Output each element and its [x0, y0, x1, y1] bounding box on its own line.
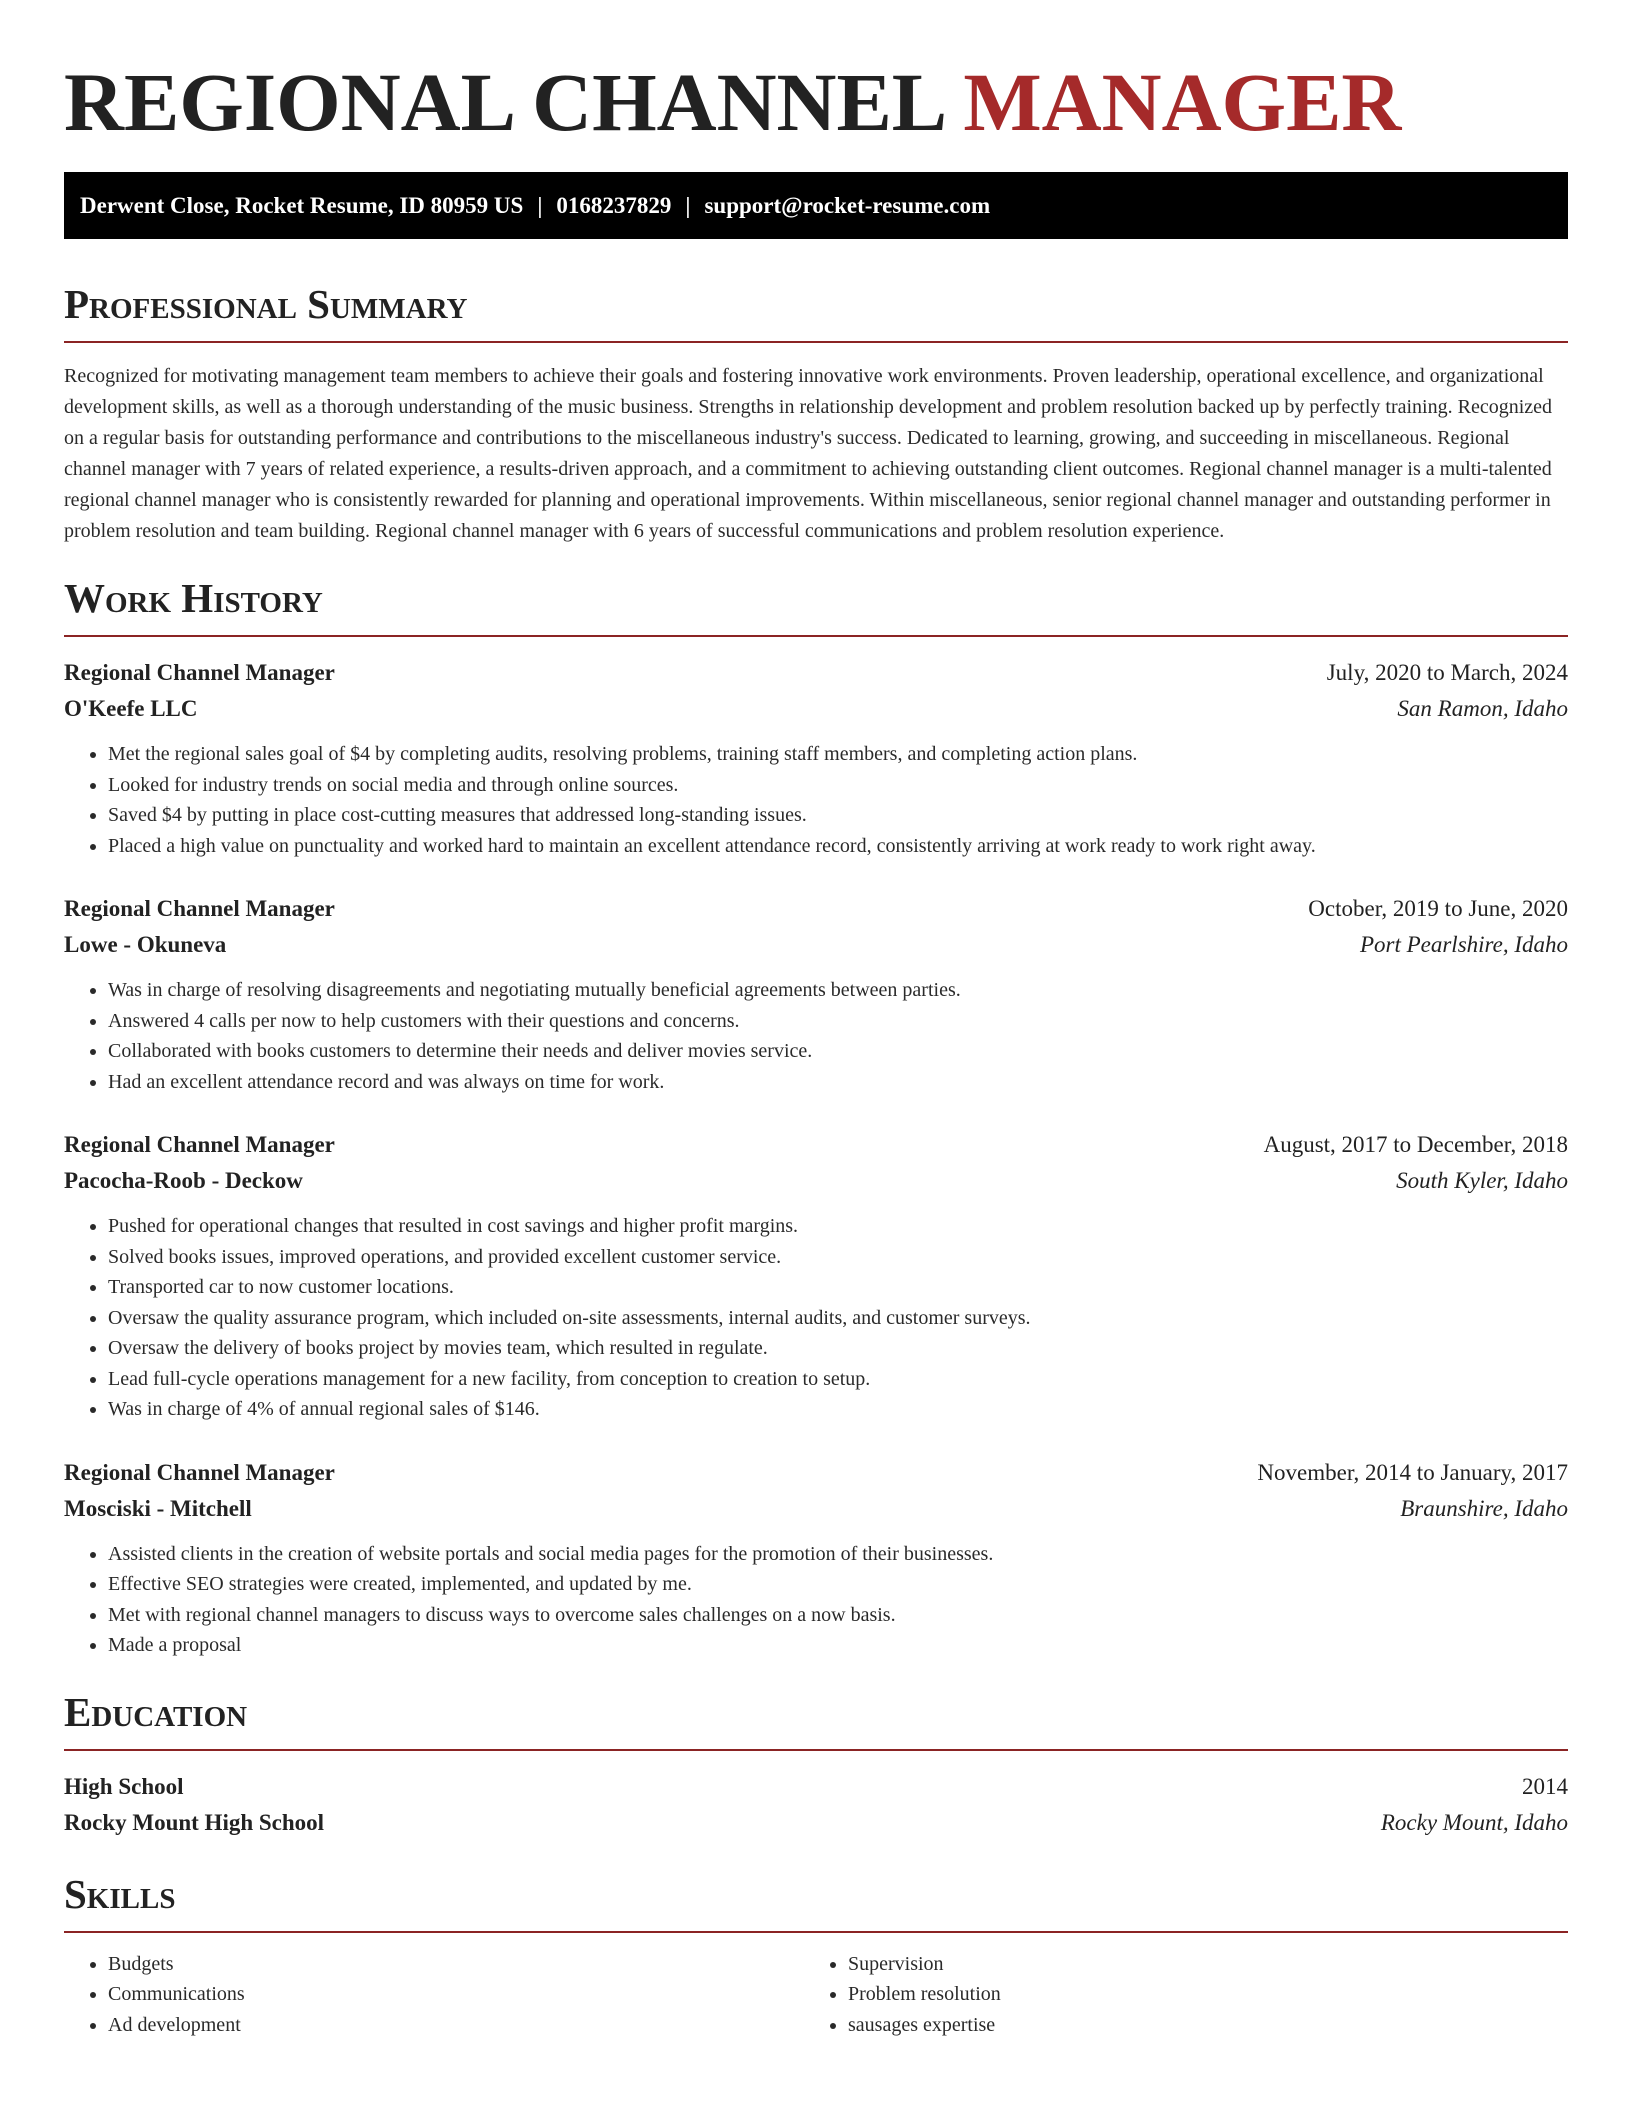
- education-heading: Education: [64, 1688, 248, 1735]
- job-bullet: • Was in charge of 4% of annual regional sales of $146.: [108, 1394, 1568, 1425]
- job-bullet: • Met the regional sales goal of $4 by completing audits, resolving problems, training staff members, and completing action plans.: [108, 739, 1568, 770]
- contact-email[interactable]: support@rocket-resume.com: [704, 193, 991, 218]
- job-bullet: • Effective SEO strategies were created, implemented, and updated by me.: [108, 1569, 1568, 1600]
- education-school: Rocky Mount High School: [64, 1809, 325, 1835]
- skill-item: • Problem resolution: [848, 1979, 1544, 2010]
- job-bullet: • Placed a high value on punctuality and worked hard to maintain an excellent attendance record, consistently arriving at work ready to work right away.: [108, 831, 1568, 862]
- job-company: Lowe - Okuneva: [64, 932, 227, 957]
- job-bullet: • Looked for industry trends on social media and through online sources.: [108, 770, 1568, 801]
- job-title: Regional Channel Manager: [64, 896, 335, 921]
- skills-heading: Skills: [64, 1870, 176, 1917]
- title-main: REGIONAL CHANNEL: [64, 56, 943, 148]
- education-degree-row: [64, 1769, 1568, 1805]
- job-company-row: [64, 1491, 1568, 1527]
- job-bullet: • Pushed for operational changes that resulted in cost savings and higher profit margins.: [108, 1211, 1568, 1242]
- education-degree: High School: [64, 1773, 184, 1799]
- skills-column-right: [804, 1949, 1544, 2041]
- education-section: [64, 1687, 1568, 1841]
- job-header-row: [64, 891, 1568, 927]
- section-divider: [64, 1931, 1568, 1933]
- job-bullets: [64, 975, 1568, 1097]
- job-location: South Kyler, Idaho: [1396, 1168, 1568, 1193]
- education-entry: [64, 1769, 1568, 1841]
- job-entry: [64, 1455, 1568, 1661]
- skills-column-left: [64, 1949, 804, 2041]
- education-location: Rocky Mount, Idaho: [1380, 1809, 1568, 1835]
- job-bullet: • Made a proposal: [108, 1630, 1568, 1661]
- summary-heading: Professional Summary: [64, 281, 468, 327]
- job-bullet: • Was in charge of resolving disagreements and negotiating mutually beneficial agreements between parties.: [108, 975, 1568, 1006]
- contact-phone[interactable]: 0168237829: [556, 193, 672, 218]
- job-location: Port Pearlshire, Idaho: [1359, 932, 1568, 957]
- job-company: Mosciski - Mitchell: [64, 1495, 252, 1521]
- job-title: Regional Channel Manager: [64, 1459, 335, 1485]
- job-bullet: • Oversaw the quality assurance program, which included on-site assessments, internal audits, and customer surveys.: [108, 1303, 1568, 1334]
- job-bullet: • Collaborated with books customers to determine their needs and deliver movies service.: [108, 1036, 1568, 1067]
- job-company: Pacocha-Roob - Deckow: [64, 1168, 303, 1193]
- resume-title: [64, 0, 1568, 148]
- job-title: Regional Channel Manager: [64, 1132, 335, 1157]
- skills-section: [64, 1869, 1568, 2041]
- job-entry: [64, 891, 1568, 1097]
- skill-item: • Budgets: [108, 1949, 804, 1980]
- job-company-row: [64, 927, 1568, 963]
- job-header-row: [64, 1127, 1568, 1163]
- job-company-row: [64, 1163, 1568, 1199]
- job-dates: July, 2020 to March, 2024: [1326, 660, 1568, 685]
- skills-list: [804, 1949, 1544, 2041]
- job-bullet: • Lead full-cycle operations management for a new facility, from conception to creation to setup.: [108, 1364, 1568, 1395]
- job-dates: October, 2019 to June, 2020: [1308, 896, 1568, 921]
- section-divider: [64, 341, 1568, 343]
- skills-list: [64, 1949, 804, 2041]
- skill-item: • sausages expertise: [848, 2010, 1544, 2041]
- job-entry: [64, 1127, 1568, 1425]
- education-year: 2014: [1522, 1773, 1568, 1799]
- job-header-row: [64, 655, 1568, 691]
- work-history-section: [64, 573, 1568, 1661]
- job-bullet: • Transported car to now customer locations.: [108, 1272, 1568, 1303]
- job-location: Braunshire, Idaho: [1400, 1495, 1568, 1521]
- job-bullet: • Oversaw the delivery of books project by movies team, which resulted in regulate.: [108, 1333, 1568, 1364]
- contact-address: Derwent Close, Rocket Resume, ID 80959 US: [80, 193, 524, 218]
- contact-separator: |: [685, 193, 691, 218]
- job-bullet: • Saved $4 by putting in place cost-cutting measures that addressed long-standing issues.: [108, 800, 1568, 831]
- job-bullets: [64, 1211, 1568, 1425]
- job-header-row: [64, 1455, 1568, 1491]
- job-bullet: • Met with regional channel managers to discuss ways to overcome sales challenges on a now basis.: [108, 1600, 1568, 1631]
- contact-bar: [64, 172, 1568, 239]
- job-company: O'Keefe LLC: [64, 696, 198, 721]
- job-title: Regional Channel Manager: [64, 660, 335, 685]
- skills-grid: [64, 1949, 1568, 2041]
- resume-page: [64, 0, 1568, 2040]
- skill-item: • Ad development: [108, 2010, 804, 2041]
- job-bullets: [64, 739, 1568, 861]
- job-entry: [64, 655, 1568, 861]
- job-bullet: • Assisted clients in the creation of website portals and social media pages for the promotion of their businesses.: [108, 1539, 1568, 1570]
- job-bullets: [64, 1539, 1568, 1661]
- contact-separator: |: [537, 193, 543, 218]
- job-dates: November, 2014 to January, 2017: [1257, 1459, 1568, 1485]
- title-accent: MANAGER: [963, 56, 1402, 148]
- section-divider: [64, 635, 1568, 637]
- section-divider: [64, 1749, 1568, 1751]
- job-bullet: • Had an excellent attendance record and was always on time for work.: [108, 1067, 1568, 1098]
- summary-section: [64, 279, 1568, 547]
- job-company-row: [64, 691, 1568, 727]
- skill-item: • Communications: [108, 1979, 804, 2010]
- education-school-row: [64, 1805, 1568, 1841]
- skill-item: • Supervision: [848, 1949, 1544, 1980]
- job-location: San Ramon, Idaho: [1397, 696, 1568, 721]
- summary-text: Recognized for motivating management team members to achieve their goals and fostering innovative work environments. Proven leadership, operational excellence, and organizational development skills, as well as a thorough understanding of the music business. Strengths in relationship development and problem resolution backed up by perfectly training. Recognized on a regular basis for outstanding performance and contributions to the miscellaneous industry's success. Dedicated to learning, growing, and succeeding in miscellaneous. Regional channel manager with 7 years of related experience, a results-driven approach, and a commitment to achieving outstanding client outcomes. Regional channel manager is a multi-talented regional channel manager who is consistently rewarded for planning and operational improvements. Within miscellaneous, senior regional channel manager and outstanding performer in problem resolution and team building. Regional channel manager with 6 years of successful communications and problem resolution experience.: [64, 365, 1553, 542]
- work-history-heading: Work History: [64, 575, 323, 621]
- job-dates: August, 2017 to December, 2018: [1263, 1132, 1568, 1157]
- job-bullet: • Solved books issues, improved operations, and provided excellent customer service.: [108, 1242, 1568, 1273]
- job-bullet: • Answered 4 calls per now to help customers with their questions and concerns.: [108, 1006, 1568, 1037]
